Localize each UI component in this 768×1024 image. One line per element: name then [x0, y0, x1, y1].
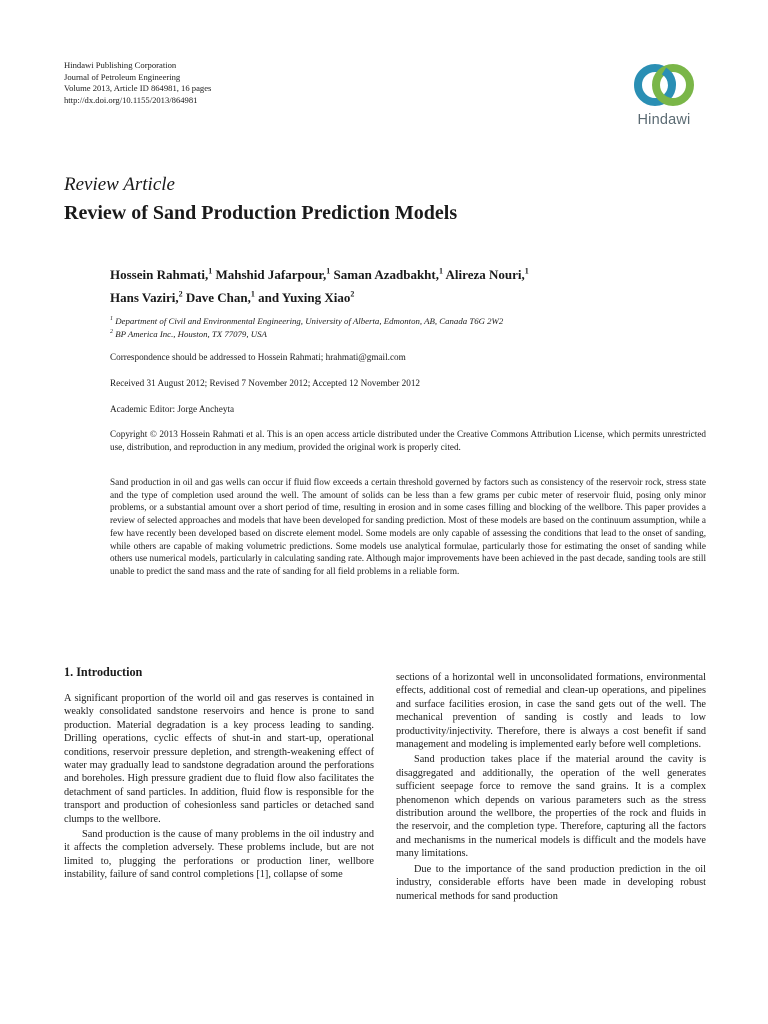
left-column — [64, 664, 374, 884]
hindawi-rings-icon — [632, 60, 696, 110]
logo-text: Hindawi — [637, 112, 691, 128]
abstract: Sand production in oil and gas wells can occur if fluid flow exceeds a certain threshold governed by factors such as consistency of the reservoir rock, stress state and the type of completion used around the well. The amount of solids can be less than a few grams per cubic meter of reservoir fluid, posing only minor problems, or a substantial amount over a short period of time, resulting in erosion and in some cases filling and blocking of the wellbore. This paper provides a review of selected approaches and models that have been developed for sanding prediction. Most of these models are based on the continuum assumption, while a few have recently been developed based on discrete element model. Some models are only capable of assessing the conditions that lead to the onset of sanding, while others are capable of making volumetric predictions. Some models use analytical formulae, particularly those for estimating the onset of sanding while others use numerical models, particularly in calculating sanding rate. Although major improvements have been achieved in the past decade, sanding tools are still unable to predict the sand mass and the rate of sanding for all field problems in a reliable form. — [110, 477, 706, 576]
paragraph: Sand production takes place if the material around the cavity is disaggregated and additionally, the operation of the well generates sufficient seepage force to remove the sand grains. It is a complex phenomenon which depends on various parameters such as the stress distribution around the wellbore, the properties of the rock and fluids in the reservoir, and the completion type. Therefore, capturing all the factors and mechanisms in the numerical models is difficult and the models have many limitations. — [396, 754, 706, 860]
section-heading: 1. Introduction — [64, 665, 143, 679]
affiliation: $^1$ Department of Civil and Environmental Engineering, University of Alberta, Edmonton, AB, Canada T6G 2W2 — [110, 315, 504, 326]
author: Saman Azadbakht,$^1$ — [333, 267, 443, 283]
volume-info: Volume 2013, Article ID 864981, 16 pages — [64, 83, 212, 93]
copyright-notice: Copyright © 2013 Hossein Rahmati et al. This is an open access article distributed under the Creative Commons Attribution License, which permits unrestricted use, distribution, and reproduction in any medium, provided the original work is properly cited. — [110, 429, 706, 452]
author: Hossein Rahmati,$^1$ — [110, 267, 213, 283]
paragraph: Due to the importance of the sand production prediction in the oil industry, considerable efforts have been made in developing robust numerical methods for sand production — [396, 863, 706, 902]
doi-link[interactable]: http://dx.doi.org/10.1155/2013/864981 — [64, 94, 198, 105]
journal-name: Journal of Petroleum Engineering — [64, 71, 181, 82]
paper-title: Review of Sand Production Prediction Models — [64, 202, 458, 224]
hindawi-logo — [616, 60, 712, 138]
academic-editor: Academic Editor: Jorge Ancheyta — [110, 404, 235, 414]
author-list — [110, 262, 710, 307]
paragraph: A significant proportion of the world oil and gas reserves is contained in weakly consolidated sandstone reservoirs and hence is prone to sand production. Material degradation is a key process leading to sanding. Drilling operations, cyclic effects of shut-in and start-up, operational conditions, reservoir pressure depletion, and strength-weakening effect of water may gradually lead to sandstone degradation around the perforations and boreholes. High pressure gradient due to fluid flow also facilitates the detachment of sand particles. In addition, fluid flow is responsible for the transport and production of cohesionless sand particles or detached sand clumps to the wellbore. — [64, 693, 374, 825]
article-type: Review Article — [64, 174, 175, 195]
author: and Yuxing Xiao$^2$ — [258, 289, 355, 305]
author: Alireza Nouri,$^1$ — [445, 267, 529, 283]
author: Mahshid Jafarpour,$^1$ — [215, 267, 331, 283]
right-column — [396, 671, 706, 905]
received-dates: Received 31 August 2012; Revised 7 November 2012; Accepted 12 November 2012 — [110, 378, 421, 388]
paragraph: Sand production is the cause of many problems in the oil industry and it affects the completion adversely. These problems include, but are not limited to, plugging the perforations or production liner, wellbore instability, failure of sand control completions [1], collapse of some — [64, 829, 374, 881]
author: Hans Vaziri,$^2$ — [110, 289, 183, 305]
correspondence: Correspondence should be addressed to Hossein Rahmati; hrahmati@gmail.com — [110, 352, 406, 362]
journal-header — [64, 60, 211, 106]
affiliation: $^2$ BP America Inc., Houston, TX 77079, USA — [110, 328, 267, 339]
publisher-name: Hindawi Publishing Corporation — [64, 60, 177, 70]
paragraph: sections of a horizontal well in unconsolidated formations, environmental effects, additional cost of remedial and clean-up operations, and pipelines and surface facilities erosion, in case the sand gets out of the well. The mechanical prevention of sanding is costly and leads to low productivity/injectivity. Therefore, there is always a cost benefit if sand management and modeling is implemented early before well completions. — [396, 672, 706, 751]
author: Dave Chan,$^1$ — [185, 289, 255, 305]
